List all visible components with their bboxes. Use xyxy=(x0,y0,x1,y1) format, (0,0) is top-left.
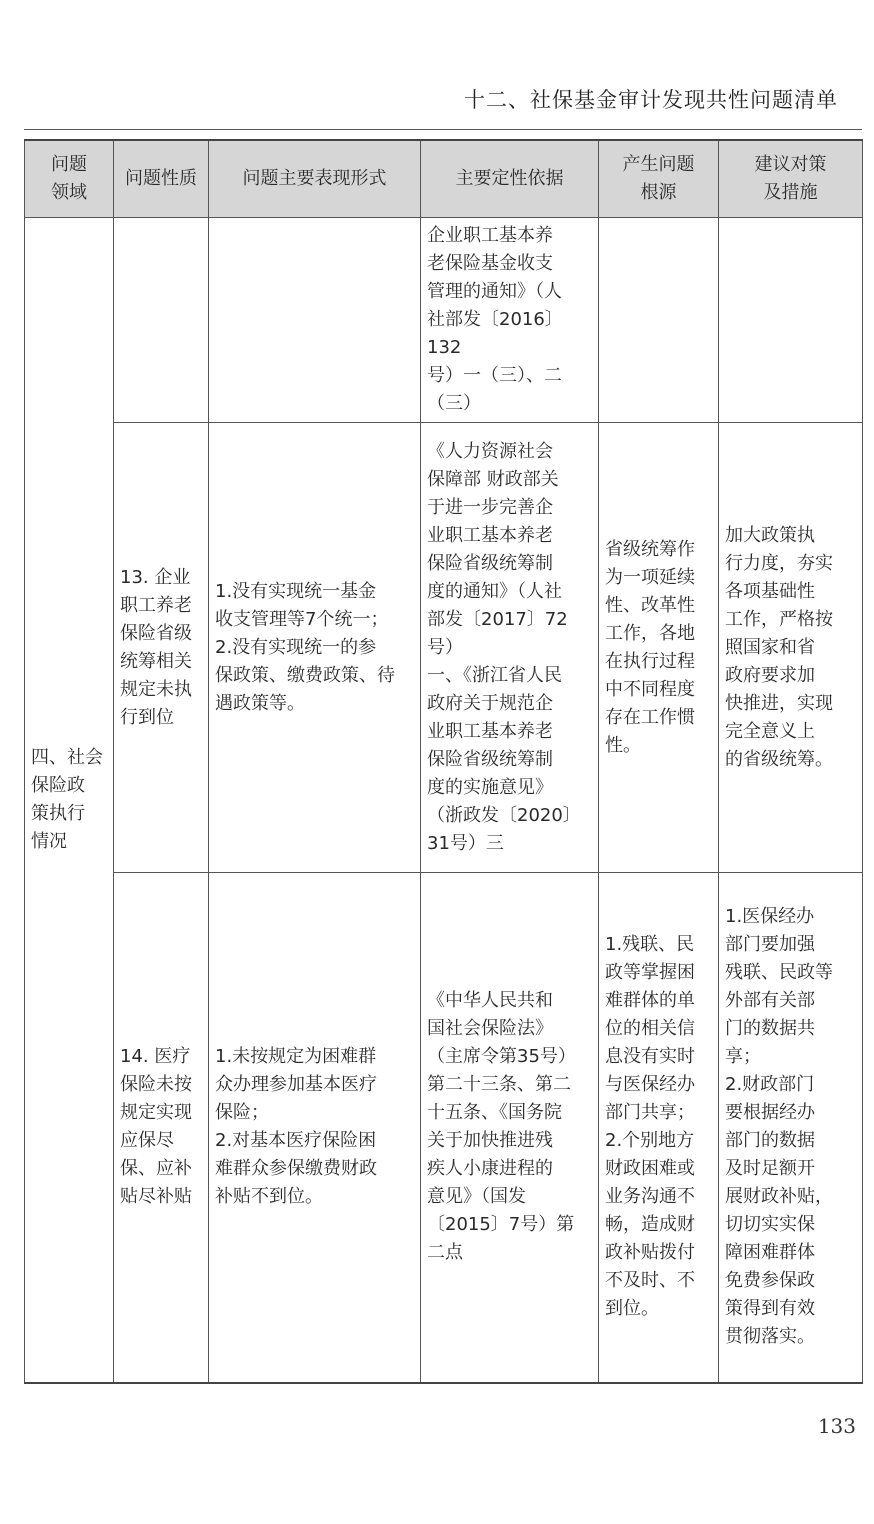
forms-cell: 1.未按规定为困难群 众办理参加基本医疗 保险； 2.对基本医疗保险困 难群众参保缴费财政 补贴不到位。 xyxy=(209,873,421,1383)
page-number: 133 xyxy=(817,1414,856,1438)
nature-cell xyxy=(114,218,209,423)
running-head: 十二、社保基金审计发现共性问题清单 xyxy=(464,88,838,112)
issues-table xyxy=(24,139,863,1384)
cause-cell: 省级统筹作 为一项延续 性、改革性 工作，各地 在执行过程 中不同程度 存在工作惯 性。 xyxy=(599,423,719,873)
header-domain: 问题 领域 xyxy=(25,140,114,218)
measures-cell xyxy=(719,218,863,423)
measures-cell: 1.医保经办 部门要加强 残联、民政等 外部有关部 门的数据共 享； 2.财政部门 要根据经办 部门的数据 及时足额开 展财政补贴， 切切实实保 障困难群体 免费参保政 策得到有效 贯彻落实。 xyxy=(719,873,863,1383)
header-basis: 主要定性依据 xyxy=(421,140,599,218)
header-nature: 问题性质 xyxy=(114,140,209,218)
cause-cell xyxy=(599,218,719,423)
table-row xyxy=(25,423,863,873)
basis-cell: 企业职工基本养 老保险基金收支 管理的通知》（人 社部发〔2016〕132 号）一（三）、二 （三） xyxy=(421,218,599,423)
basis-cell: 《中华人民共和 国社会保险法》 （主席令第35号） 第二十三条、第二 十五条、《国务院 关于加快推进残 疾人小康进程的 意见》（国发 〔2015〕7号）第 二点 xyxy=(421,873,599,1383)
domain-cell: 四、社会 保险政 策执行 情况 xyxy=(25,218,114,1383)
forms-cell xyxy=(209,218,421,423)
nature-cell: 13. 企业 职工养老 保险省级 统筹相关 规定未执 行到位 xyxy=(114,423,209,873)
nature-cell: 14. 医疗 保险未按 规定实现 应保尽 保、应补 贴尽补贴 xyxy=(114,873,209,1383)
cause-cell: 1.残联、民 政等掌握困 难群体的单 位的相关信 息没有实时 与医保经办 部门共享； 2.个别地方 财政困难或 业务沟通不 畅，造成财 政补贴拨付 不及时、不 到位。 xyxy=(599,873,719,1383)
forms-cell: 1.没有实现统一基金 收支管理等7个统一； 2.没有实现统一的参 保政策、缴费政策、待 遇政策等。 xyxy=(209,423,421,873)
header-rule xyxy=(24,129,862,130)
header-cause: 产生问题 根源 xyxy=(599,140,719,218)
table-row xyxy=(25,873,863,1383)
basis-cell: 《人力资源社会 保障部 财政部关 于进一步完善企 业职工基本养老 保险省级统筹制 度的通知》（人社 部发〔2017〕72号） 一、《浙江省人民 政府关于规范企 业职工基本养老 保险省级统筹制 度的实施意见》 （浙政发〔2020〕 31号）三 xyxy=(421,423,599,873)
table-header-row xyxy=(25,140,863,218)
header-forms: 问题主要表现形式 xyxy=(209,140,421,218)
measures-cell: 加大政策执 行力度，夯实 各项基础性 工作，严格按 照国家和省 政府要求加 快推进，实现 完全意义上 的省级统筹。 xyxy=(719,423,863,873)
header-measures: 建议对策 及措施 xyxy=(719,140,863,218)
table-row xyxy=(25,218,863,423)
